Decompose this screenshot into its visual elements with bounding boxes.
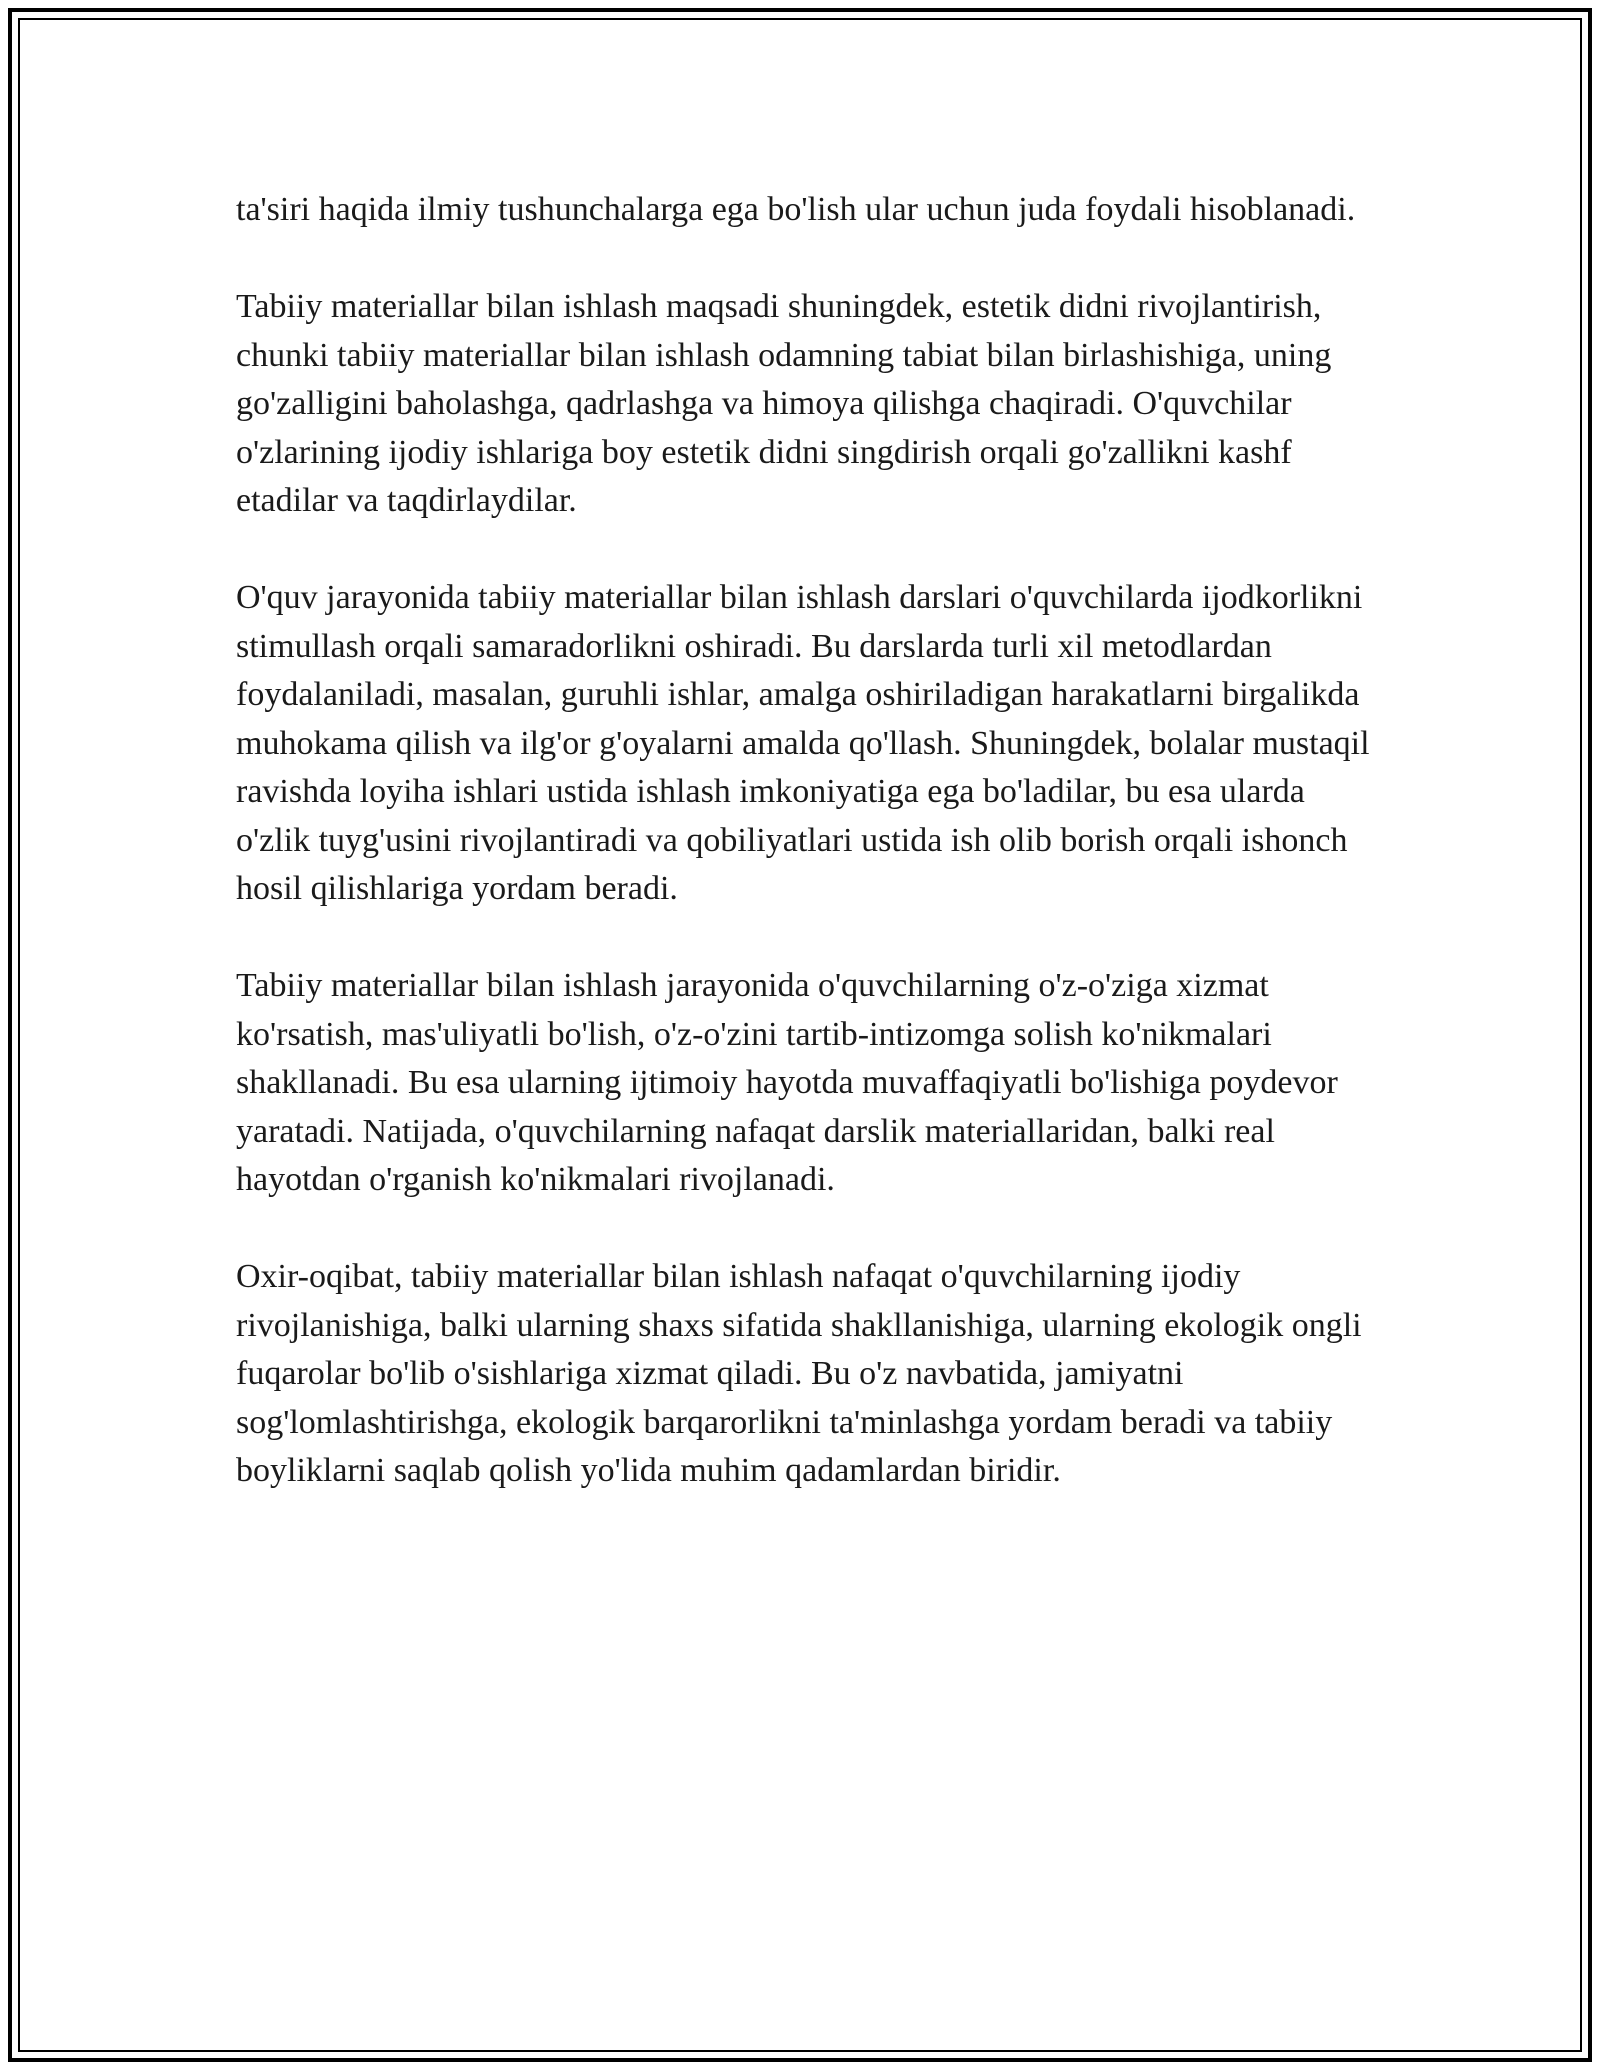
paragraph: O'quv jarayonida tabiiy materiallar bilan ishlash darslari o'quvchilarda ijodkorlikni stimullash orqali samaradorlikni oshiradi. Bu darslarda turli xil metodlardan foydalaniladi, masalan, guruhli ishlar, amalga oshiriladigan harakatlarni birgalikda muhokama qilish va ilg'or g'oyalarni amalda qo'llash. Shuningdek, bolalar mustaqil ravishda loyiha ishlari ustida ishlash imkoniyatiga ega bo'ladilar, bu esa ularda o'zlik tuyg'usini rivojlantiradi va qobiliyatlari ustida ish olib borish orqali ishonch hosil qilishlariga yordam beradi. (236, 579, 1370, 907)
paragraph: Oxir-oqibat, tabiiy materiallar bilan ishlash nafaqat o'quvchilarning ijodiy rivojlanishiga, balki ularning shaxs sifatida shakllanishiga, ularning ekologik ongli fuqarolar bo'lib o'sishlariga xizmat qiladi. Bu o'z navbatida, jamiyatni sog'lomlashtirishga, ekologik barqarorlikni ta'minlashga yordam beradi va tabiiy boyliklarni saqlab qolish yo'lida muhim qadamlardan biridir. (236, 1258, 1362, 1489)
document-body (236, 186, 1386, 1496)
paragraph: ta'siri haqida ilmiy tushunchalarga ega bo'lish ular uchun juda foydali hisoblanadi. (236, 191, 1356, 228)
paragraph: Tabiiy materiallar bilan ishlash maqsadi shuningdek, estetik didni rivojlantirish, chunki tabiiy materiallar bilan ishlash odamning tabiat bilan birlashishiga, uning go'zalligini baholashga, qadrlashga va himoya qilishga chaqiradi. O'quvchilar o'zlarining ijodiy ishlariga boy estetik didni singdirish orqali go'zallikni kashf etadilar va taqdirlaydilar. (236, 288, 1332, 519)
paragraph: Tabiiy materiallar bilan ishlash jarayonida o'quvchilarning o'z-o'ziga xizmat ko'rsatish, mas'uliyatli bo'lish, o'z-o'zini tartib-intizomga solish ko'nikmalari shakllanadi. Bu esa ularning ijtimoiy hayotda muvaffaqiyatli bo'lishiga poydevor yaratadi. Natijada, o'quvchilarning nafaqat darslik materiallaridan, balki real hayotdan o'rganish ko'nikmalari rivojlanadi. (236, 967, 1338, 1198)
